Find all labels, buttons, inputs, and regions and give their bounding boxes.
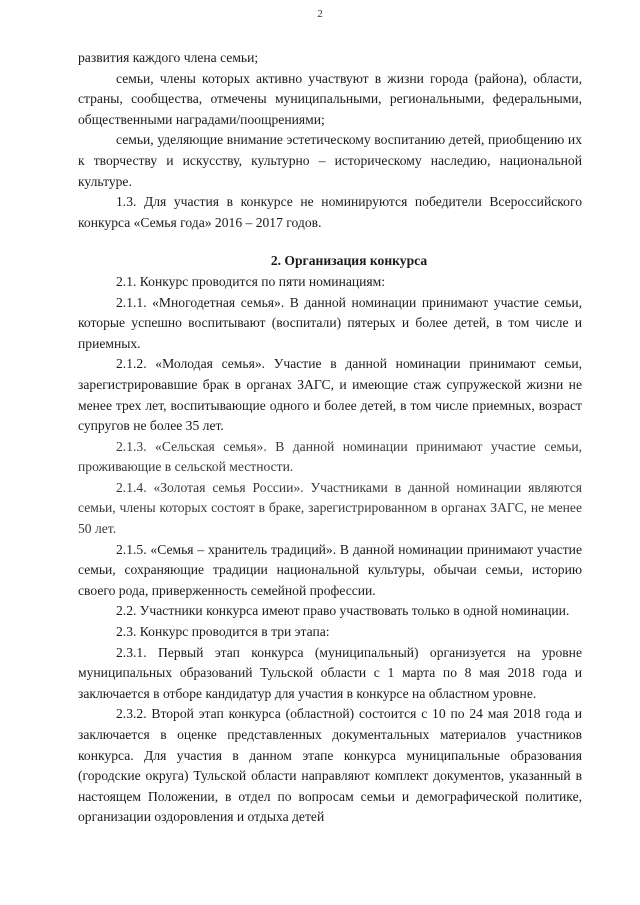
clause-2-1-4: 2.1.4. «Золотая семья России». Участниками в данной номинации являются семьи, члены которых состоят в браке, зарегистрированном в органах ЗАГС, не менее 50 лет.: [78, 479, 582, 537]
clause-2-2: 2.2. Участники конкурса имеют право участвовать только в одной номинации.: [116, 603, 570, 619]
clause-2-1-3: 2.1.3. «Сельская семья». В данной номинации принимают участие семьи, проживающие в сельской местности.: [78, 438, 582, 475]
clause-1-3: 1.3. Для участия в конкурсе не номинируются победители Всероссийского конкурса «Семья года» 2016 – 2017 годов.: [78, 194, 582, 230]
document-body: [78, 48, 582, 828]
section-heading: 2. Организация конкурса: [270, 253, 428, 269]
list-item-aesthetic-families: семьи, уделяющие внимание эстетическому воспитанию детей, приобщению их к творчеству и искусству, культурно – историческому наследию, национальной культуре.: [78, 132, 582, 189]
clause-2-3: 2.3. Конкурс проводится в три этапа:: [116, 624, 330, 640]
clause-2-1: 2.1. Конкурс проводится по пяти номинациям:: [116, 273, 386, 289]
clause-2-1-2: 2.1.2. «Молодая семья». Участие в данной номинации принимают семьи, зарегистрировавшие брак в органах ЗАГС, и имеющие стаж супружеской жизни не менее трех лет, воспитывающие одного и более детей, в том числе приемных, возраст супругов не более 35 лет.: [78, 356, 582, 434]
clause-2-1-1: 2.1.1. «Многодетная семья». В данной номинации принимают участие семьи, которые успешно воспитывают (воспитали) пятерых и более детей, в том числе и приемных.: [78, 294, 582, 351]
list-continuation: развития каждого члена семьи;: [78, 50, 259, 65]
clause-2-3-2: 2.3.2. Второй этап конкурса (областной) состоится с 10 по 24 мая 2018 года и заключается в оценке представленных документальных материалов участников конкурса. Для участия в данном этапе конкурса муниципальные образования (городские округа) Тульской области направляют комплект документов, указанный в настоящем Положении, в отдел по вопросам семьи и демографической политике, организации оздоровления и отдыха детей: [78, 706, 582, 825]
clause-2-1-5: 2.1.5. «Семья – хранитель традиций». В данной номинации принимают участие семьи, сохраняющие традиции национальной культуры, обычаи семьи, историю своего рода, приверженность семейной профессии.: [78, 541, 582, 598]
page-number: 2: [317, 8, 323, 20]
clause-2-3-1: 2.3.1. Первый этап конкурса (муниципальный) организуется на уровне муниципальных образований Тульской области с 1 марта по 8 мая 2018 года и заключается в отборе кандидатур для участия в конкурсе на областном уровне.: [78, 644, 582, 701]
list-item-active-families: семьи, члены которых активно участвуют в жизни города (района), области, страны, сообщества, отмечены муниципальными, региональными, федеральными, общественными наградами/поощрениями;: [78, 70, 582, 127]
